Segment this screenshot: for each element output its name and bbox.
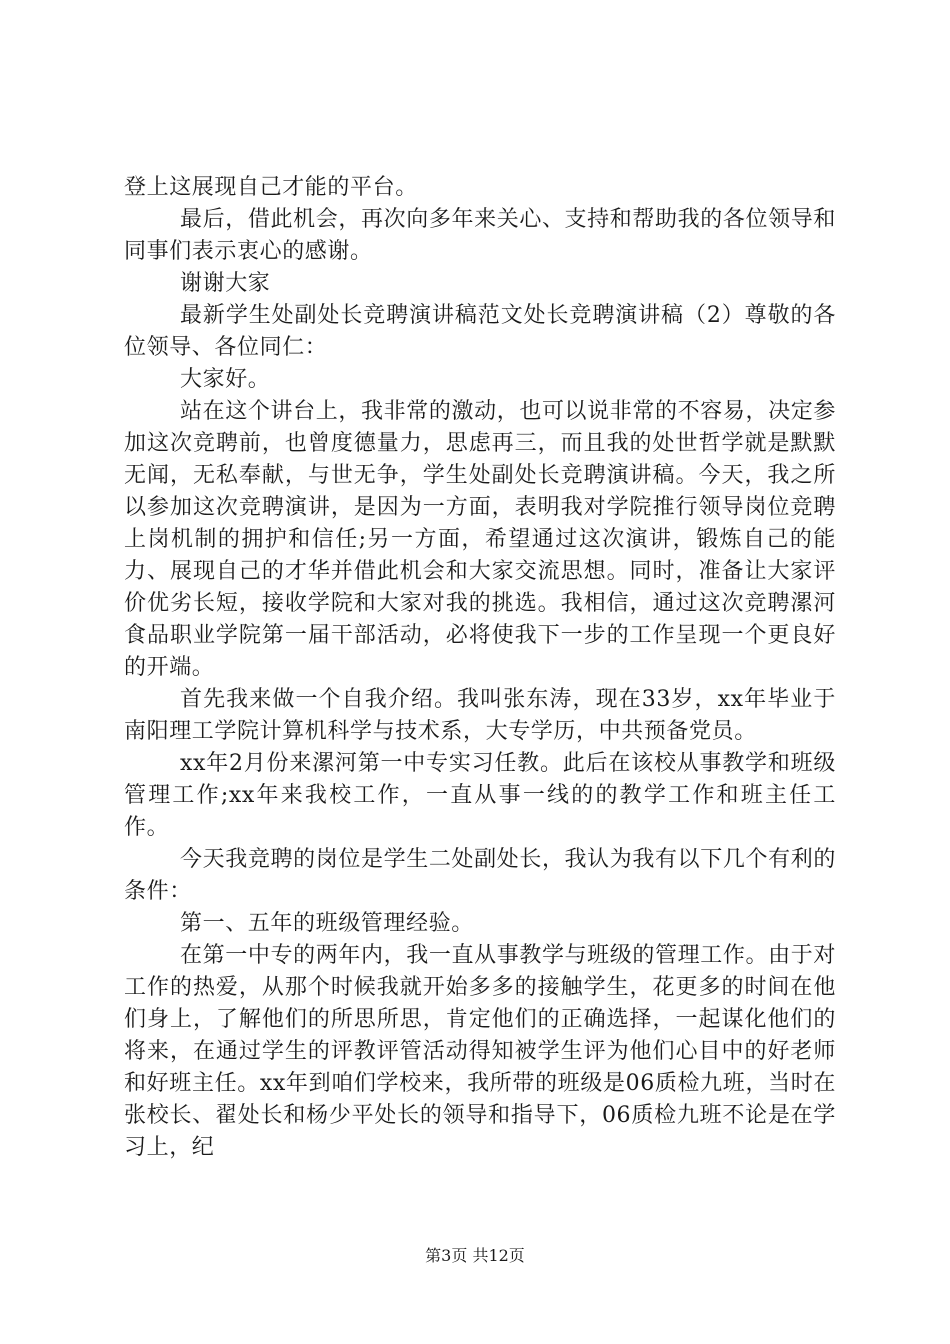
paragraph: 在第一中专的两年内，我一直从事教学与班级的管理工作。由于对工作的热爱，从那个时候我就开始多多的接触学生，花更多的时间在他们身上，了解他们的所思所思，肯定他们的正确选择，一起谋化他们的将来，在通过学生的评教评管活动得知被学生评为他们心目中的好老师和好班主任。xx年到咱们学校来，我所带的班级是06质检九班，当时在张校长、翟处长和杨少平处长的领导和指导下，06质检九班不论是在学习上，纪 [124,943,836,1160]
page-number: 第3页 共12页 [425,1246,525,1265]
paragraph: 大家好。 [180,367,271,392]
paragraph: 谢谢大家 [180,271,271,296]
paragraph: 首先我来做一个自我介绍。我叫张东涛，现在33岁，xx年毕业于南阳理工学院计算机科学与技术系，大专学历，中共预备党员。 [124,687,836,744]
paragraph: 今天我竞聘的岗位是学生二处副处长，我认为我有以下几个有利的条件： [124,847,836,904]
page-footer [0,1243,950,1266]
paragraph: xx年2月份来漯河第一中专实习任教。此后在该校从事教学和班级管理工作;xx年来我校工作，一直从事一线的的教学工作和班主任工作。 [124,751,836,840]
paragraph: 站在这个讲台上，我非常的激动，也可以说非常的不容易，决定参加这次竞聘前，也曾度德量力，思虑再三，而且我的处世哲学就是默默无闻，无私奉献，与世无争，学生处副处长竞聘演讲稿。今天，我之所以参加这次竞聘演讲，是因为一方面，表明我对学院推行领导岗位竞聘上岗机制的拥护和信任;另一方面，希望通过这次演讲，锻炼自己的能力、展现自己的才华并借此机会和大家交流思想。同时，准备让大家评价优劣长短，接收学院和大家对我的挑选。我相信，通过这次竞聘漯河食品职业学院第一届干部活动，必将使我下一步的工作呈现一个更良好的开端。 [124,399,836,680]
paragraph: 登上这展现自己才能的平台。 [124,175,418,200]
paragraph: 最后，借此机会，再次向多年来关心、支持和帮助我的各位领导和同事们表示衷心的感谢。 [124,207,836,264]
paragraph: 第一、五年的班级管理经验。 [180,911,474,936]
document-body [124,172,836,1164]
paragraph: 最新学生处副处长竞聘演讲稿范文处长竞聘演讲稿（2）尊敬的各位领导、各位同仁： [124,303,836,360]
